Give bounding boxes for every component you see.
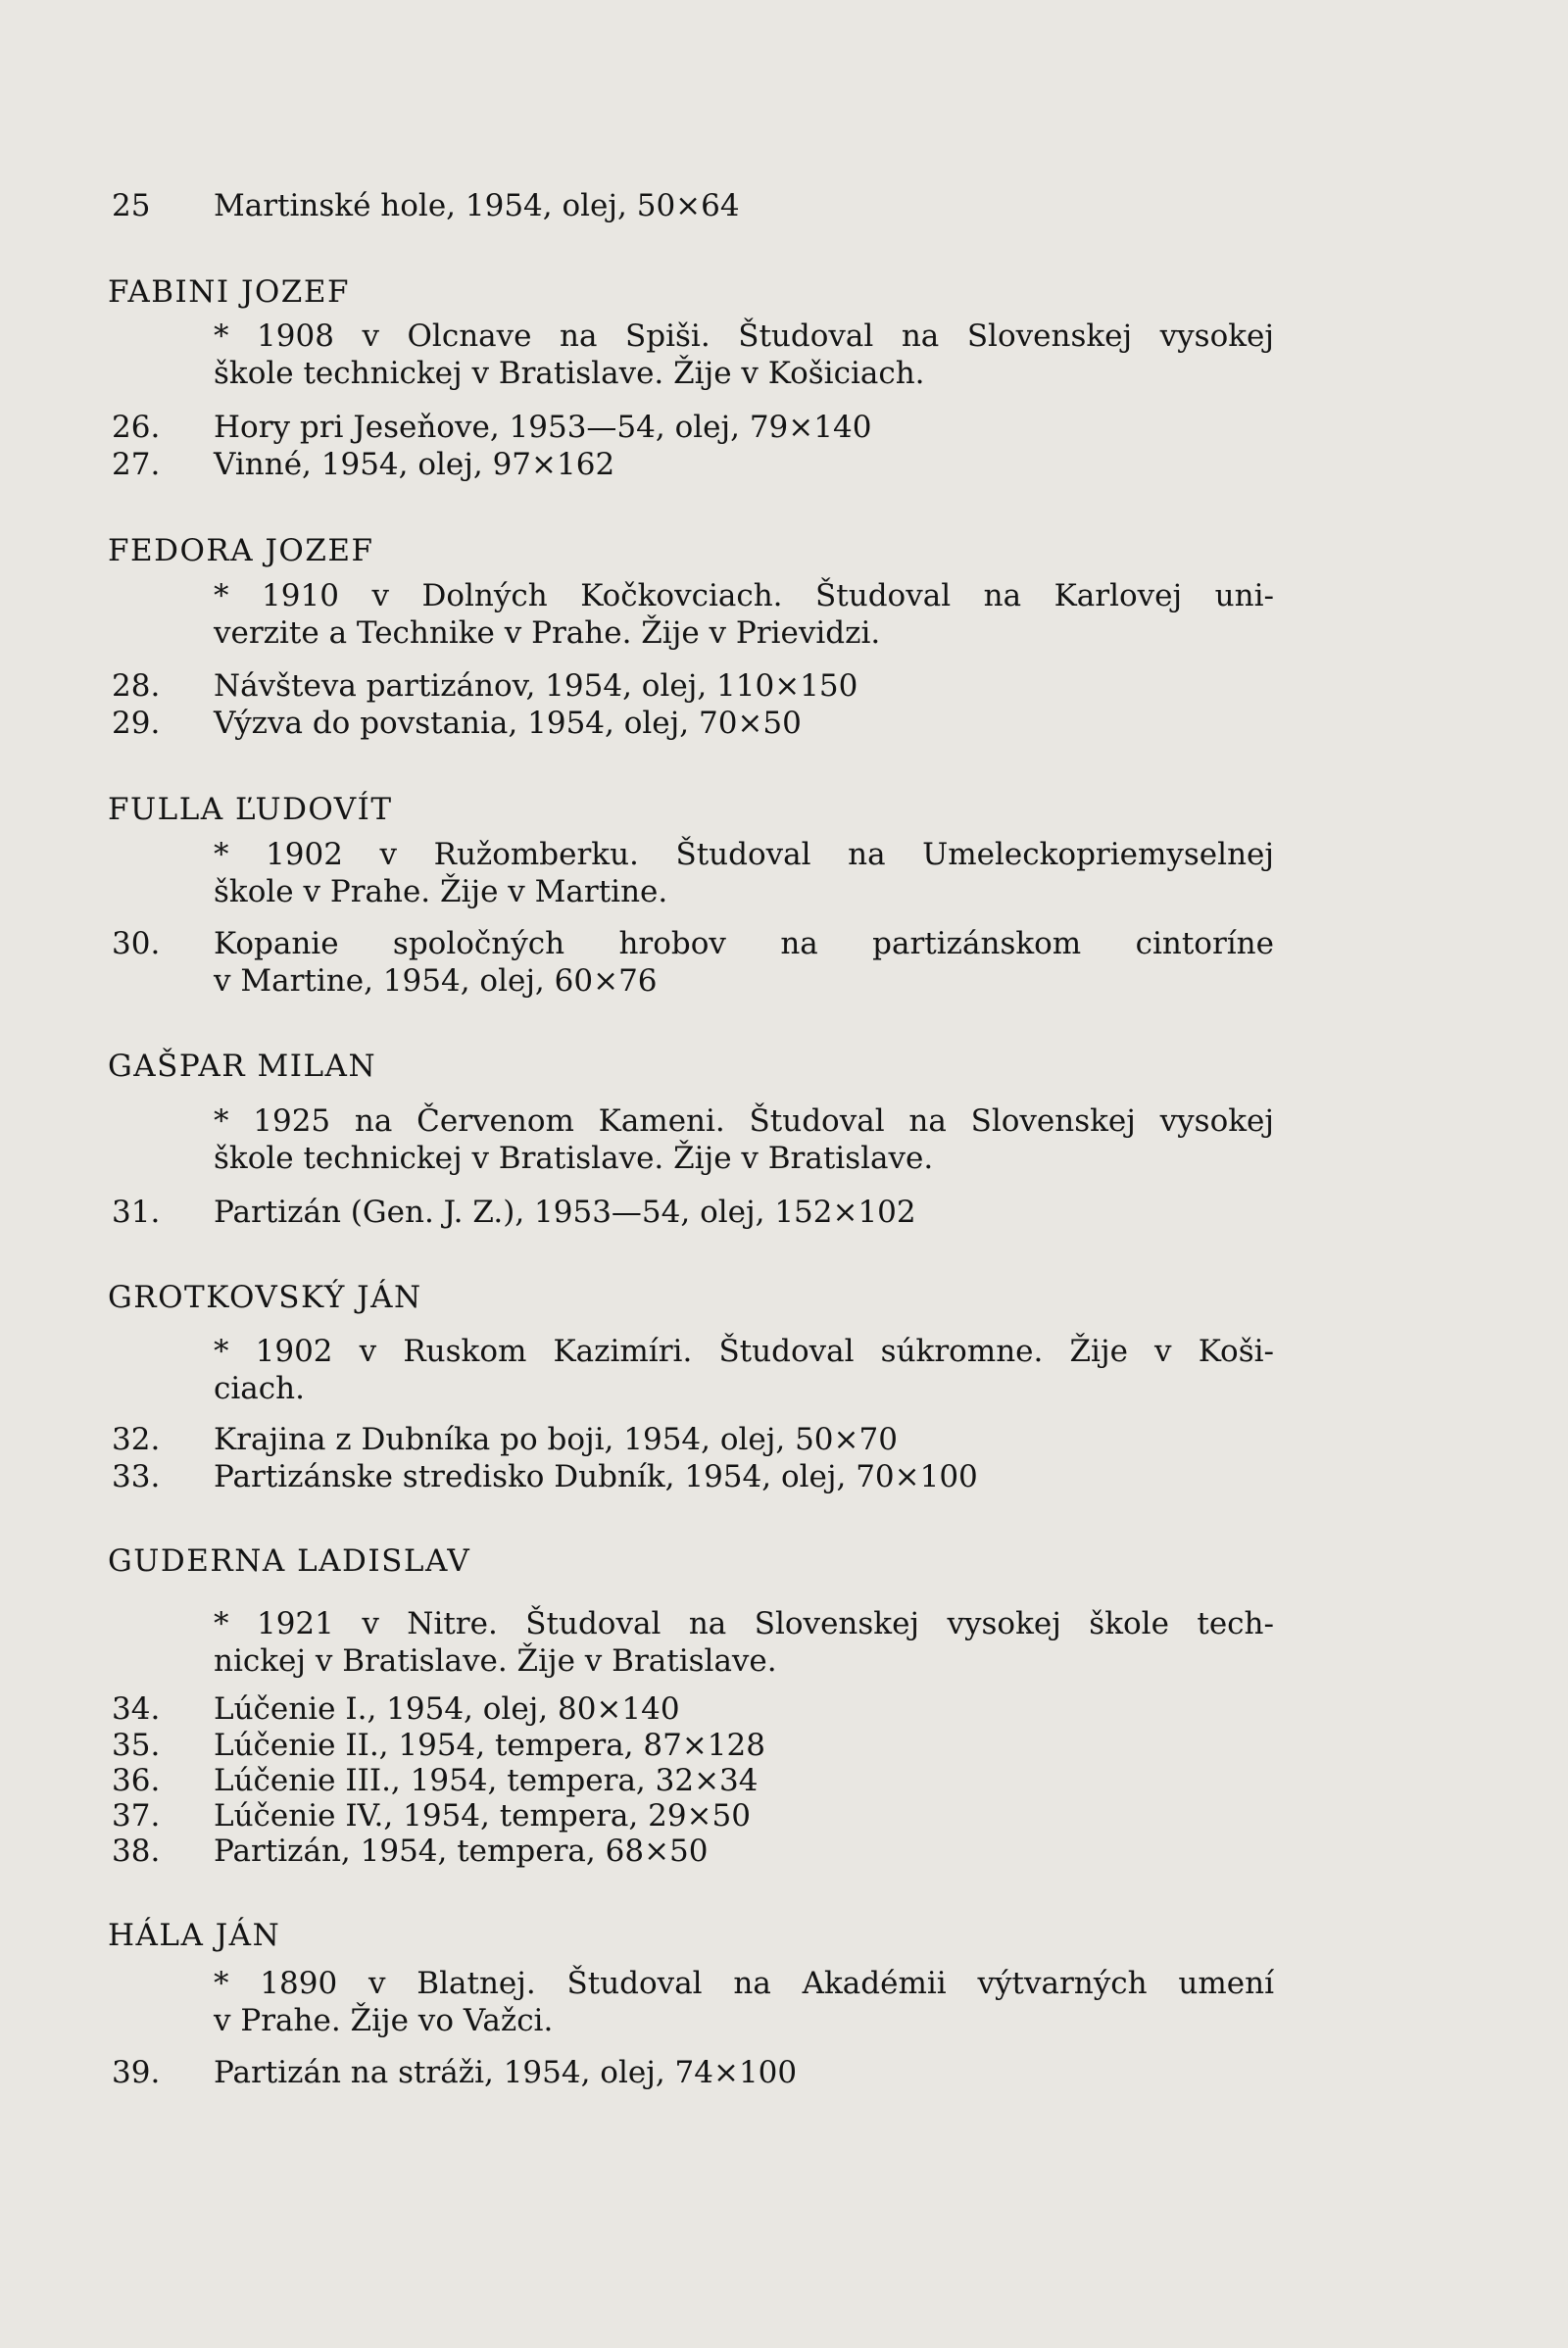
- entry-title: Partizán (Gen. J. Z.), 1953—54, olej, 152×102: [214, 1195, 916, 1230]
- entry-number: 37.: [112, 1798, 161, 1834]
- entry-title: Partizán, 1954, tempera, 68×50: [214, 1834, 709, 1869]
- entry-number: 26.: [112, 410, 161, 445]
- artist-bio-line: * 1902 v Ruskom Kazimíri. Študoval súkromne. Žije v Koši-: [214, 1334, 1274, 1369]
- entry-number: 32.: [112, 1422, 161, 1457]
- entry-number: 28.: [112, 668, 161, 704]
- artist-bio-line: * 1902 v Ružomberku. Študoval na Umeleckopriemyselnej: [214, 837, 1274, 872]
- entry-number: 31.: [112, 1195, 161, 1230]
- entry-number: 29.: [112, 706, 161, 741]
- entry-title: Vinné, 1954, olej, 97×162: [214, 447, 615, 482]
- entry-number: 34.: [112, 1691, 161, 1727]
- artist-name: FULLA ĽUDOVÍT: [108, 792, 393, 827]
- artist-name: HÁLA JÁN: [108, 1918, 281, 1953]
- artist-bio-line: nickej v Bratislave. Žije v Bratislave.: [214, 1643, 777, 1679]
- entry-title: Martinské hole, 1954, olej, 50×64: [214, 188, 740, 223]
- artist-bio-line: škole v Prahe. Žije v Martine.: [214, 874, 668, 909]
- artist-name: GAŠPAR MILAN: [108, 1049, 377, 1084]
- artist-name: FEDORA JOZEF: [108, 533, 374, 568]
- entry-number: 25: [112, 188, 151, 223]
- entry-title: Partizán na stráži, 1954, olej, 74×100: [214, 2055, 798, 2090]
- entry-title: Výzva do povstania, 1954, olej, 70×50: [214, 706, 802, 741]
- artist-bio-line: v Prahe. Žije vo Važci.: [214, 2003, 554, 2038]
- artist-bio-line: škole technickej v Bratislave. Žije v Košiciach.: [214, 356, 925, 391]
- entry-title: Kopanie spoločných hrobov na partizánskom cintoríne: [214, 926, 1274, 961]
- artist-bio-line: škole technickej v Bratislave. Žije v Bratislave.: [214, 1141, 934, 1176]
- entry-number: 33.: [112, 1459, 161, 1494]
- artist-bio-line: * 1890 v Blatnej. Študoval na Akadémii výtvarných umení: [214, 1966, 1274, 2001]
- artist-name: GROTKOVSKÝ JÁN: [108, 1280, 422, 1315]
- artist-bio-line: * 1921 v Nitre. Študoval na Slovenskej vysokej škole tech-: [214, 1606, 1274, 1641]
- entry-title: Krajina z Dubníka po boji, 1954, olej, 50×70: [214, 1422, 898, 1457]
- artist-bio-line: verzite a Technike v Prahe. Žije v Prievidzi.: [214, 615, 881, 651]
- artist-name: GUDERNA LADISLAV: [108, 1543, 471, 1579]
- entry-title: Partizánske stredisko Dubník, 1954, olej, 70×100: [214, 1459, 978, 1494]
- artist-bio-line: * 1908 v Olcnave na Spiši. Študoval na Slovenskej vysokej: [214, 318, 1274, 354]
- artist-bio-line: ciach.: [214, 1371, 305, 1406]
- artist-bio-line: * 1925 na Červenom Kameni. Študoval na Slovenskej vysokej: [214, 1103, 1274, 1139]
- entry-title: Hory pri Jeseňove, 1953—54, olej, 79×140: [214, 410, 872, 445]
- entry-title-continued: v Martine, 1954, olej, 60×76: [214, 963, 658, 999]
- artist-bio-line: * 1910 v Dolných Kočkovciach. Študoval na Karlovej uni-: [214, 578, 1274, 613]
- entry-number: 39.: [112, 2055, 161, 2090]
- entry-number: 27.: [112, 447, 161, 482]
- entry-title: Lúčenie IV., 1954, tempera, 29×50: [214, 1798, 751, 1834]
- entry-title: Lúčenie III., 1954, tempera, 32×34: [214, 1763, 759, 1798]
- entry-title: Návšteva partizánov, 1954, olej, 110×150: [214, 668, 858, 704]
- entry-title: Lúčenie I., 1954, olej, 80×140: [214, 1691, 680, 1727]
- entry-number: 36.: [112, 1763, 161, 1798]
- entry-number: 30.: [112, 926, 161, 961]
- entry-title: Lúčenie II., 1954, tempera, 87×128: [214, 1728, 765, 1763]
- artist-name: FABINI JOZEF: [108, 274, 350, 310]
- entry-number: 38.: [112, 1834, 161, 1869]
- entry-number: 35.: [112, 1728, 161, 1763]
